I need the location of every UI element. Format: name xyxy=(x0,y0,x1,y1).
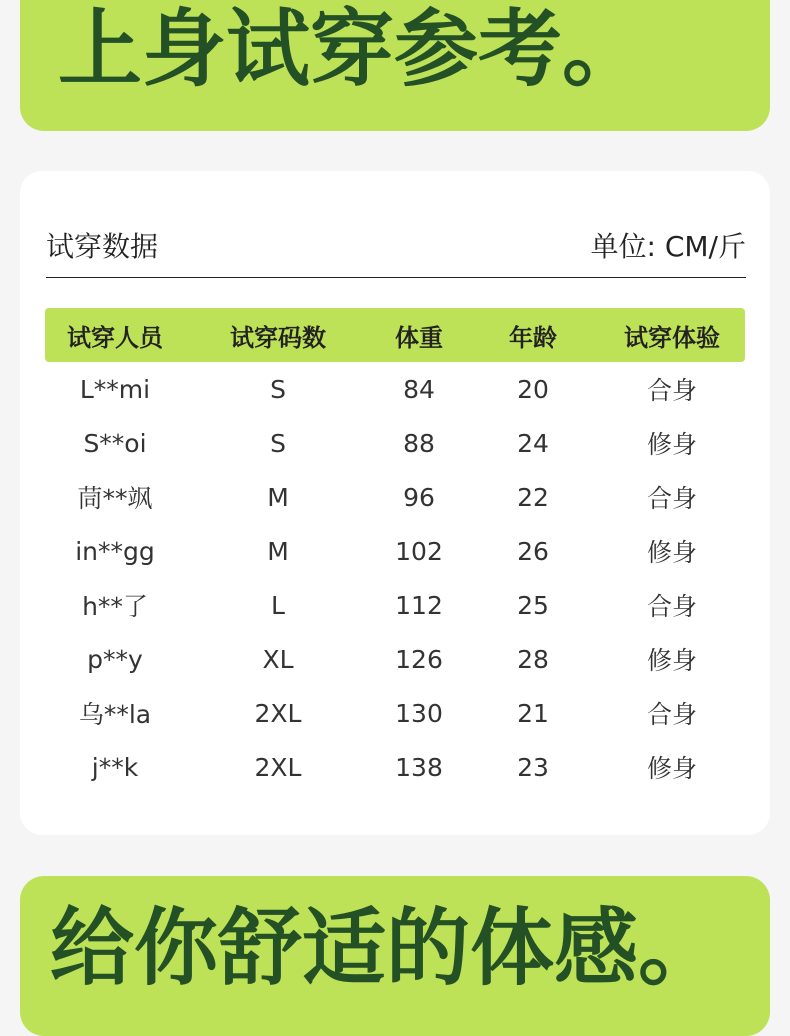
cell-age: 24 xyxy=(517,428,549,458)
cell-person: h**了 xyxy=(82,592,148,621)
cell-weight: 102 xyxy=(395,536,443,566)
header-age: 年龄 xyxy=(509,323,557,352)
cell-weight: 130 xyxy=(395,698,443,728)
cell-age: 20 xyxy=(517,374,549,404)
cell-weight: 88 xyxy=(403,428,435,458)
bottom-banner xyxy=(20,876,770,1036)
header-weight: 体重 xyxy=(395,323,443,352)
fitting-table xyxy=(45,308,745,794)
table-header xyxy=(45,308,745,362)
card-header xyxy=(46,225,746,278)
cell-person: 乌**la xyxy=(78,700,152,729)
cell-person: S**oi xyxy=(83,428,147,458)
header-person: 试穿人员 xyxy=(67,323,163,352)
table-row xyxy=(45,416,745,470)
cell-person: 茼**飒 xyxy=(77,484,153,513)
cell-experience: 修身 xyxy=(646,430,697,459)
cell-person: in**gg xyxy=(75,536,155,566)
cell-experience: 合身 xyxy=(646,592,697,621)
cell-age: 21 xyxy=(517,698,549,728)
cell-size: S xyxy=(270,374,286,404)
cell-size: XL xyxy=(262,644,294,674)
cell-experience: 修身 xyxy=(646,646,697,675)
cell-person: L**mi xyxy=(79,374,151,404)
cell-weight: 126 xyxy=(395,644,443,674)
cell-size: 2XL xyxy=(254,752,302,782)
table-row xyxy=(45,632,745,686)
cell-age: 26 xyxy=(517,536,549,566)
table-row xyxy=(45,362,745,416)
table-row xyxy=(45,524,745,578)
cell-age: 22 xyxy=(517,482,549,512)
cell-age: 25 xyxy=(517,590,549,620)
unit-label: 单位: CM/斤 xyxy=(590,230,746,263)
card-title: 试穿数据 xyxy=(46,230,159,263)
cell-experience: 修身 xyxy=(646,754,697,783)
cell-age: 28 xyxy=(517,644,549,674)
cell-experience: 合身 xyxy=(646,376,697,405)
cell-weight: 96 xyxy=(403,482,435,512)
cell-size: M xyxy=(267,482,289,512)
cell-person: j**k xyxy=(91,752,139,782)
table-row xyxy=(45,740,745,794)
cell-person: p**y xyxy=(87,644,143,674)
cell-experience: 合身 xyxy=(646,484,697,513)
cell-weight: 112 xyxy=(395,590,443,620)
cell-size: L xyxy=(271,590,285,620)
cell-age: 23 xyxy=(517,752,549,782)
table-row xyxy=(45,686,745,740)
cell-size: M xyxy=(267,536,289,566)
cell-size: 2XL xyxy=(254,698,302,728)
bottom-banner-title: 给你舒适的体感。 xyxy=(50,899,723,997)
size-data-card xyxy=(20,171,770,835)
cell-experience: 修身 xyxy=(646,538,697,567)
top-banner-title: 上身试穿参考。 xyxy=(58,0,647,98)
header-experience: 试穿体验 xyxy=(624,323,720,352)
table-row xyxy=(45,470,745,524)
table-row xyxy=(45,578,745,632)
cell-weight: 138 xyxy=(395,752,443,782)
cell-weight: 84 xyxy=(403,374,435,404)
top-banner xyxy=(20,0,770,131)
cell-experience: 合身 xyxy=(646,700,697,729)
cell-size: S xyxy=(270,428,286,458)
header-size: 试穿码数 xyxy=(230,323,326,352)
